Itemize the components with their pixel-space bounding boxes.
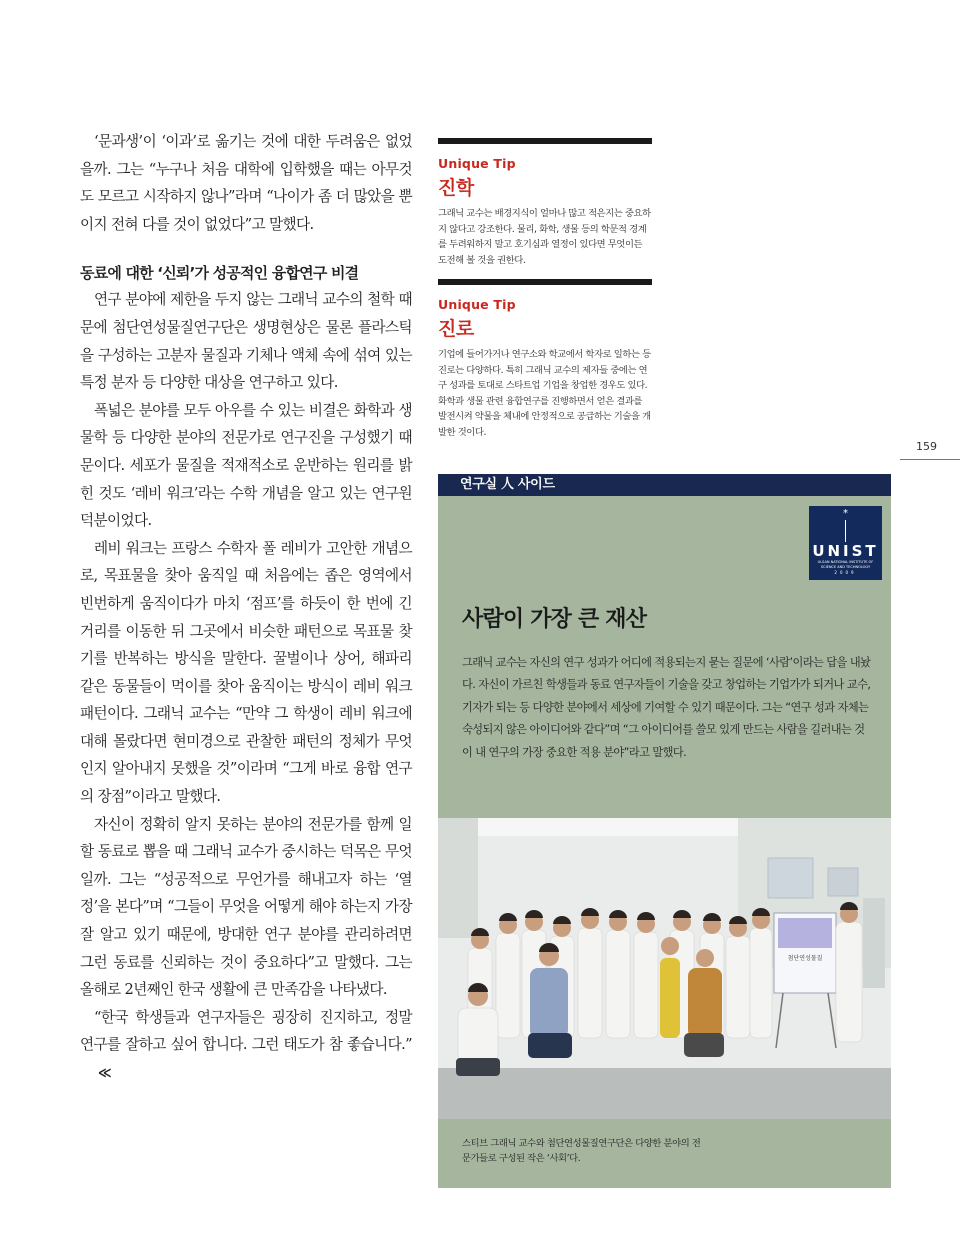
tip-title: 진로 [438, 318, 474, 340]
logo-year: 2009 [834, 570, 857, 575]
page-number-text: 159 [916, 440, 937, 453]
photo-caption: 스티브 그래닉 교수와 첨단연성물질연구단은 다양한 분야의 전문가들로 구성된 작은 ‘사회’다. [462, 1138, 701, 1164]
logo-word: UNIST [812, 542, 879, 560]
poster-text: 첨단연성물질 [787, 955, 823, 962]
logo-pin [845, 520, 846, 542]
group-photo-illustration [438, 818, 891, 1119]
page-number [900, 440, 960, 460]
lab-inside-box [438, 474, 891, 1188]
unist-logo [809, 506, 882, 580]
page-number-rule [900, 459, 960, 460]
tip-divider [438, 138, 652, 144]
article-paragraph: 폭넓은 분야를 모두 아우를 수 있는 비결은 화학과 생물학 등 다양한 분야의 전문가로 연구진을 구성했기 때문이다. 세포가 물질을 적재적소로 운반하는 원리를 밝힌 것도 ‘레비 워크’라는 수학 개념을 알고 있는 연구원 덕분이었다. [80, 401, 412, 530]
article-paragraph: ‘문과생’이 ‘이과’로 옮기는 것에 대한 두려움은 없었을까. 그는 “누구나 처음 대학에 입학했을 때는 아무것도 모르고 시작하지 않나”라며 “나이가 좀 더 많았을 뿐이지 전혀 다를 것이 없었다”고 말했다. [80, 133, 412, 233]
tip-label: Unique Tip [438, 156, 516, 171]
lab-title: 사람이 가장 큰 재산 [462, 607, 647, 632]
tip-body: 기업에 들어가거나 연구소와 학교에서 학자로 일하는 등 진로는 다양하다. 특히 그래닉 교수의 제자들 중에는 연구 성과를 토대로 스타트업 기업을 창업한 경우도 있다. 화학과 생물 관련 융합연구를 진행하면서 얻은 결과를 발전시켜 약물을 체내에 안정적으로 공급하는 기술을 개발한 것이다. [438, 349, 651, 438]
tip-body: 그래닉 교수는 배경지식이 얼마나 많고 적은지는 중요하지 않다고 강조한다. 물리, 화학, 생물 등의 학문적 경계를 두려워하지 말고 호기심과 열정이 있다면 무엇이든 도전해 볼 것을 권한다. [438, 208, 651, 266]
group-photo [438, 818, 891, 1119]
tip-title: 진학 [438, 177, 474, 199]
end-mark-icon: ≪ [98, 1066, 112, 1081]
tip-label: Unique Tip [438, 297, 516, 312]
article-paragraph: 자신이 정확히 알지 못하는 분야의 전문가를 함께 일할 동료로 뽑을 때 그래닉 교수가 중시하는 덕목은 무엇일까. 그는 “성공적으로 무언가를 해내고자 하는 ‘열정’을 본다”며 “그들이 무엇을 어떻게 해야 하는지 가장 잘 알고 있기 때문에, 방대한 연구 분야를 관리하려면 그런 동료를 신뢰하는 것이 중요하다”고 말했다. 그는 올해로 2년째인 한국 생활에 큰 만족감을 나타냈다. [80, 815, 412, 999]
section-heading: 동료에 대한 ‘신뢰’가 성공적인 융합연구 비결 [80, 264, 359, 283]
article-paragraph-last [80, 1004, 412, 1088]
lab-section-header: 연구실 人 사이드 [438, 474, 891, 496]
logo-star-icon: * [843, 508, 848, 519]
logo-subtitle: ULSAN NATIONAL INSTITUTE OF SCIENCE AND TECHNOLOGY [817, 560, 874, 569]
unique-tip-career [438, 279, 652, 441]
lab-body: 그래닉 교수는 자신의 연구 성과가 어디에 적용되는지 묻는 질문에 ‘사람’이라는 답을 내놨다. 자신이 가르친 학생들과 동료 연구자들이 기술을 갖고 창업하는 기업가가 되거나 교수, 기자가 되는 등 다양한 분야에서 세상에 기여할 수 있기 때문이다. 그는 “연구 성과 자체는 숙성되지 않은 아이디어와 같다”며 “그 아이디어를 쓸모 있게 만드는 사람을 길러내는 것이 내 연구의 가장 중요한 적용 분야”라고 말했다. [462, 656, 871, 759]
article-paragraph: 레비 워크는 프랑스 수학자 폴 레비가 고안한 개념으로, 목표물을 찾아 움직일 때 처음에는 좁은 영역에서 빈번하게 움직이다가 마치 ‘점프’를 하듯이 한 번에 긴 거리를 이동한 뒤 그곳에서 비슷한 패턴으로 목표물 찾기를 반복하는 방식을 말한다. 꿀벌이나 상어, 해파리 같은 동물들이 먹이를 찾아 움직이는 방식이 레비 워크 패턴이다. 그래닉 교수는 “만약 그 학생이 레비 워크에 대해 몰랐다면 현미경으로 관찰한 패턴의 정체가 무엇인지 알아내지 못했을 것”이라며 “그게 바로 융합 연구의 장점”이라고 말했다. [80, 539, 412, 806]
article-paragraph: 연구 분야에 제한을 두지 않는 그래닉 교수의 철학 때문에 첨단연성물질연구단은 생명현상은 물론 플라스틱을 구성하는 고분자 물질과 기체나 액체 속에 섞여 있는 특정 분자 등 다양한 대상을 연구하고 있다. [80, 291, 412, 392]
tip-divider [438, 279, 652, 285]
last-paragraph-text: “한국 학생들과 연구자들은 굉장히 진지하고, 정말 연구를 잘하고 싶어 합니다. 그런 태도가 참 좋습니다.” [80, 1008, 412, 1054]
article-column [80, 128, 412, 1088]
unique-tip-study [438, 138, 652, 268]
